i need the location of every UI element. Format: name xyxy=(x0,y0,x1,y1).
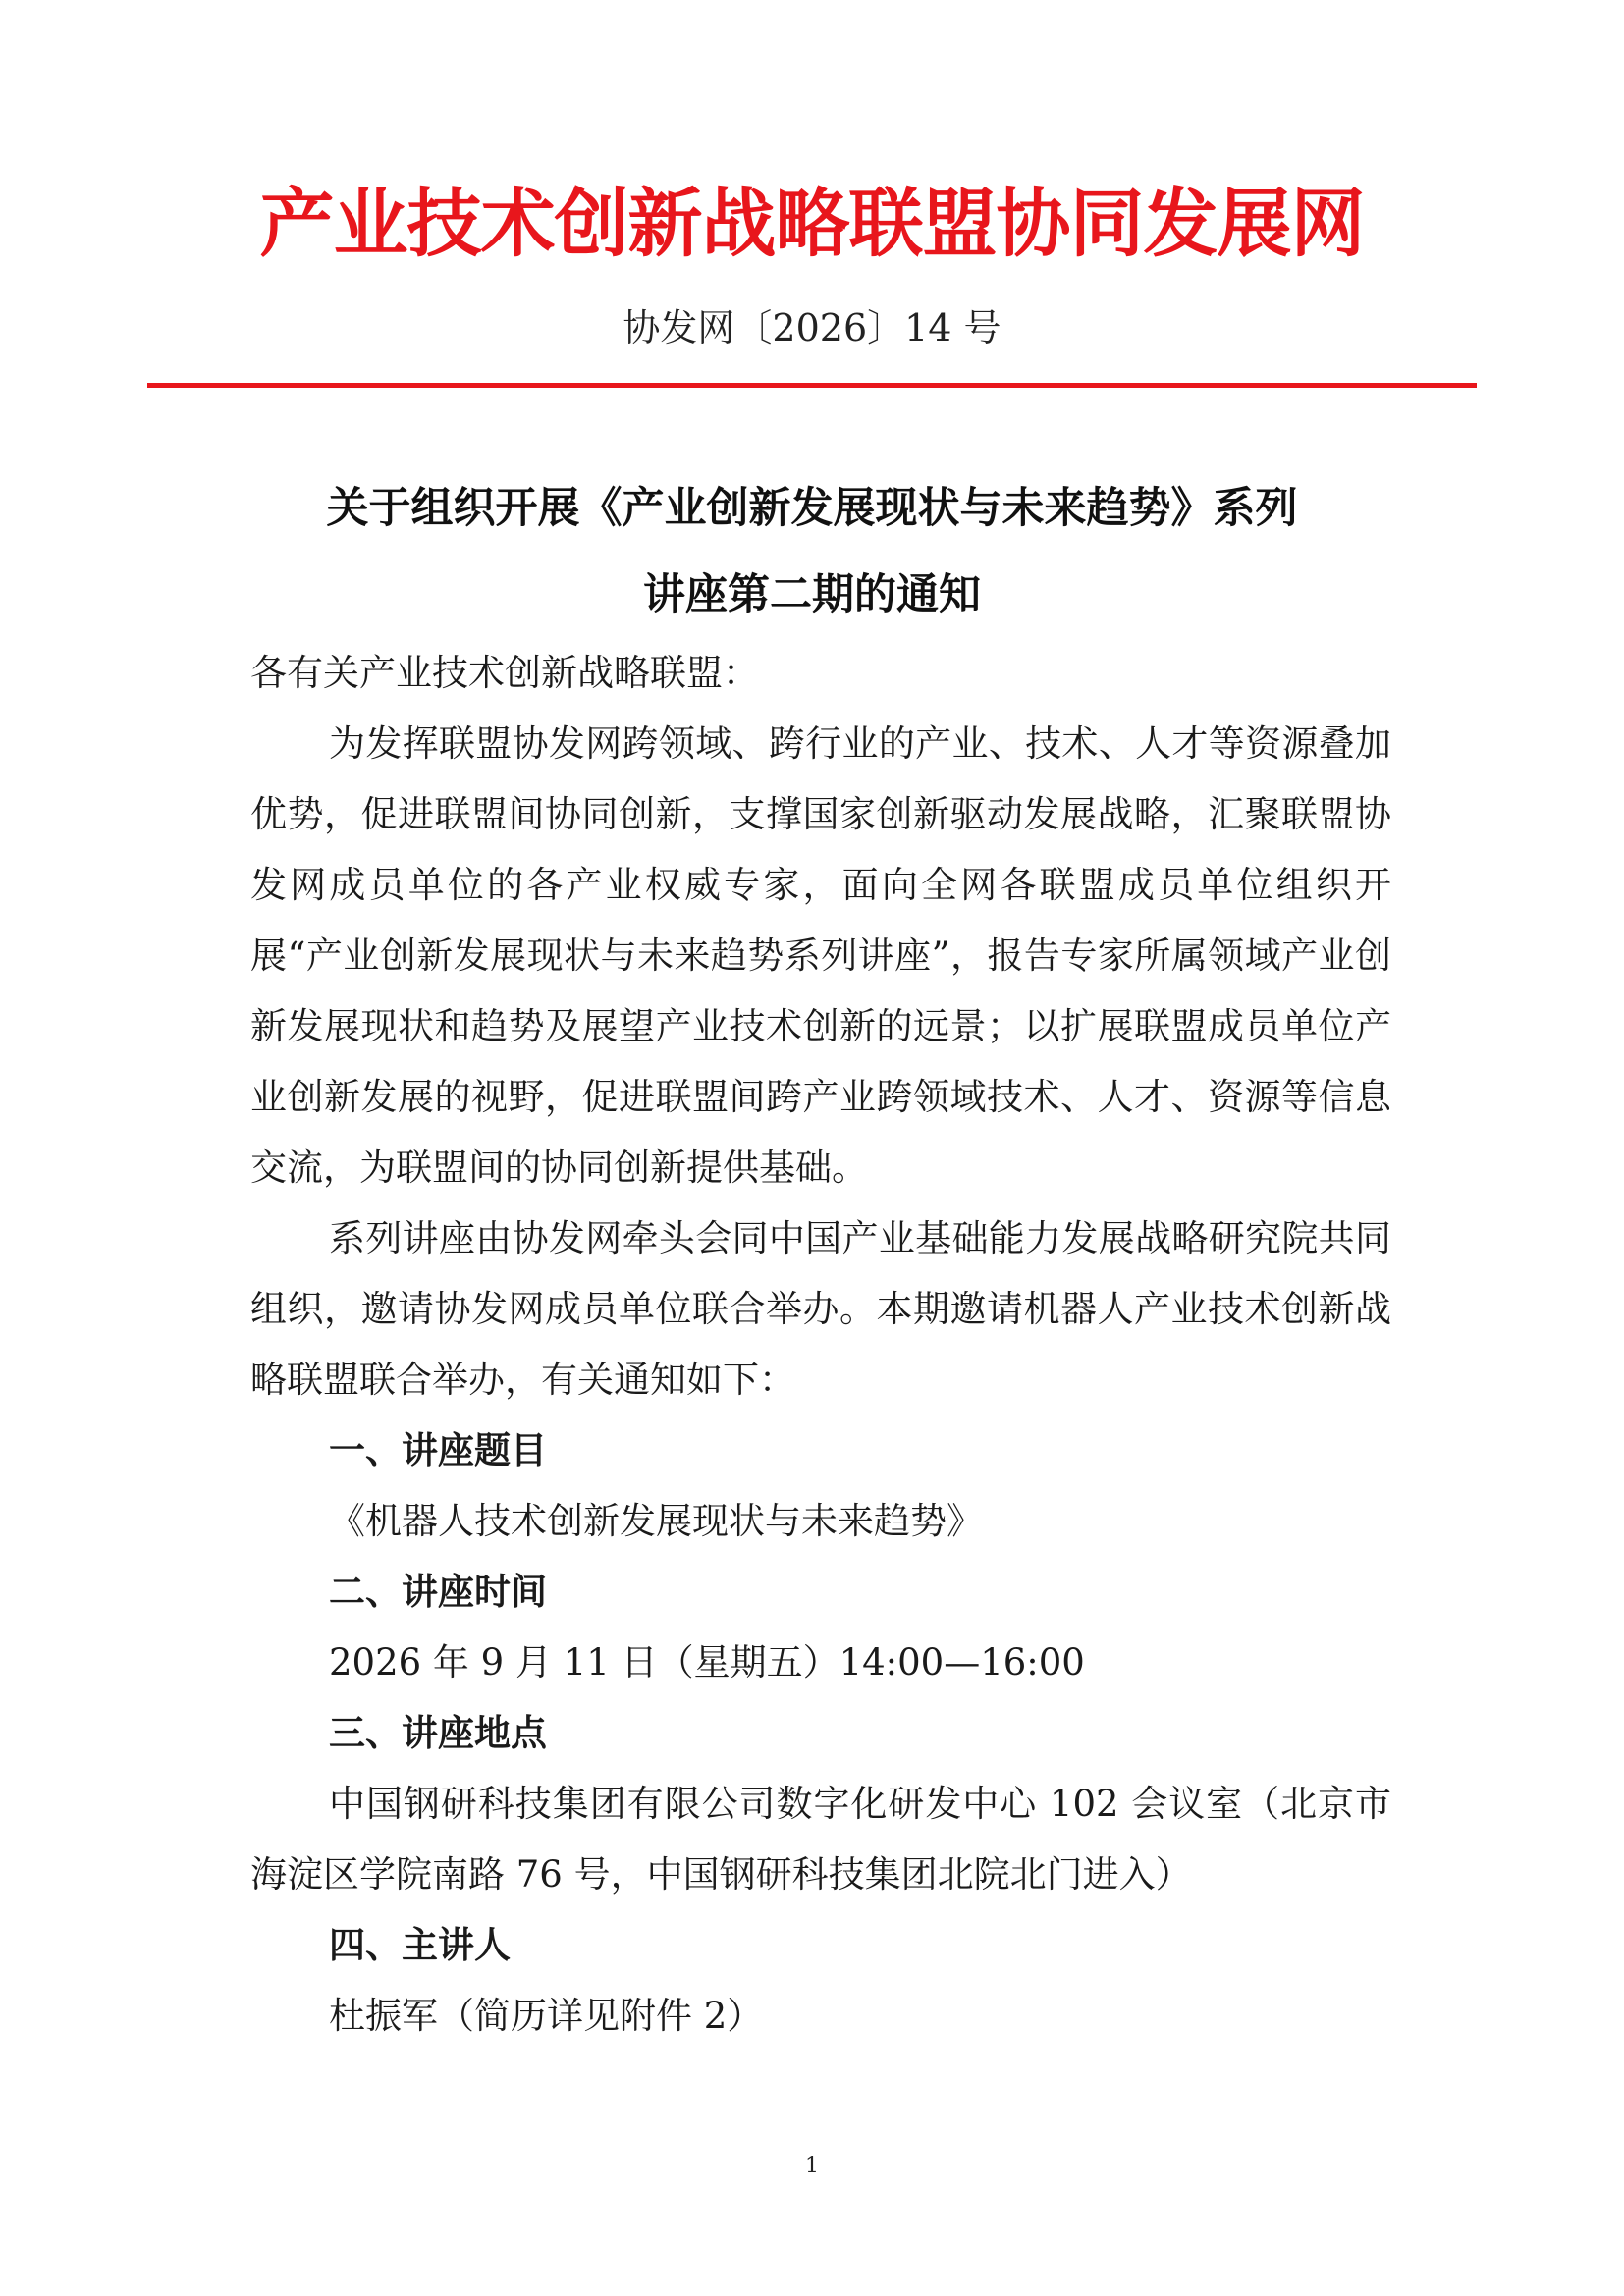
section-content-venue: 中国钢研科技集团有限公司数字化研发中心 102 会议室（北京市海淀区学院南路 76 号，中国钢研科技集团北院北门进入） xyxy=(250,1783,1391,1896)
notice-title xyxy=(196,465,1428,638)
salutation: 各有关产业技术创新战略联盟： xyxy=(250,652,759,694)
organization-masthead: 产业技术创新战略联盟协同发展网 xyxy=(259,180,1365,267)
notice-body xyxy=(250,638,1391,2052)
section-content-speaker: 杜振军（简历详见附件 2） xyxy=(329,1995,764,2037)
document-number: 协发网〔2026〕14 号 xyxy=(623,306,1001,349)
section-heading-topic: 一、讲座题目 xyxy=(329,1429,547,1471)
notice-title-line-2: 讲座第二期的通知 xyxy=(643,570,981,619)
page-number: 1 xyxy=(805,2154,819,2178)
paragraph-organization: 系列讲座由协发网牵头会同中国产业基础能力发展战略研究院共同组织，邀请协发网成员单位联合举办。本期邀请机器人产业技术创新战略联盟联合举办，有关通知如下： xyxy=(250,1217,1391,1401)
section-content-time: 2026 年 9 月 11 日（星期五）14:00—16:00 xyxy=(329,1641,1085,1683)
section-content-topic: 《机器人技术创新发展现状与未来趋势》 xyxy=(329,1500,983,1542)
section-heading-venue: 三、讲座地点 xyxy=(329,1712,547,1754)
section-heading-time: 二、讲座时间 xyxy=(329,1571,547,1613)
section-heading-speaker: 四、主讲人 xyxy=(329,1924,511,1966)
red-separator-line xyxy=(147,383,1477,388)
notice-title-line-1: 关于组织开展《产业创新发展现状与未来趋势》系列 xyxy=(326,484,1298,533)
paragraph-purpose: 为发挥联盟协发网跨领域、跨行业的产业、技术、人才等资源叠加优势，促进联盟间协同创新，支撑国家创新驱动发展战略，汇聚联盟协发网成员单位的各产业权威专家，面向全网各联盟成员单位组织开展“产业创新发展现状与未来趋势系列讲座”，报告专家所属领域产业创新发展现状和趋势及展望产业技术创新的远景；以扩展联盟成员单位产业创新发展的视野，促进联盟间跨产业跨领域技术、人才、资源等信息交流，为联盟间的协同创新提供基础。 xyxy=(250,722,1391,1189)
